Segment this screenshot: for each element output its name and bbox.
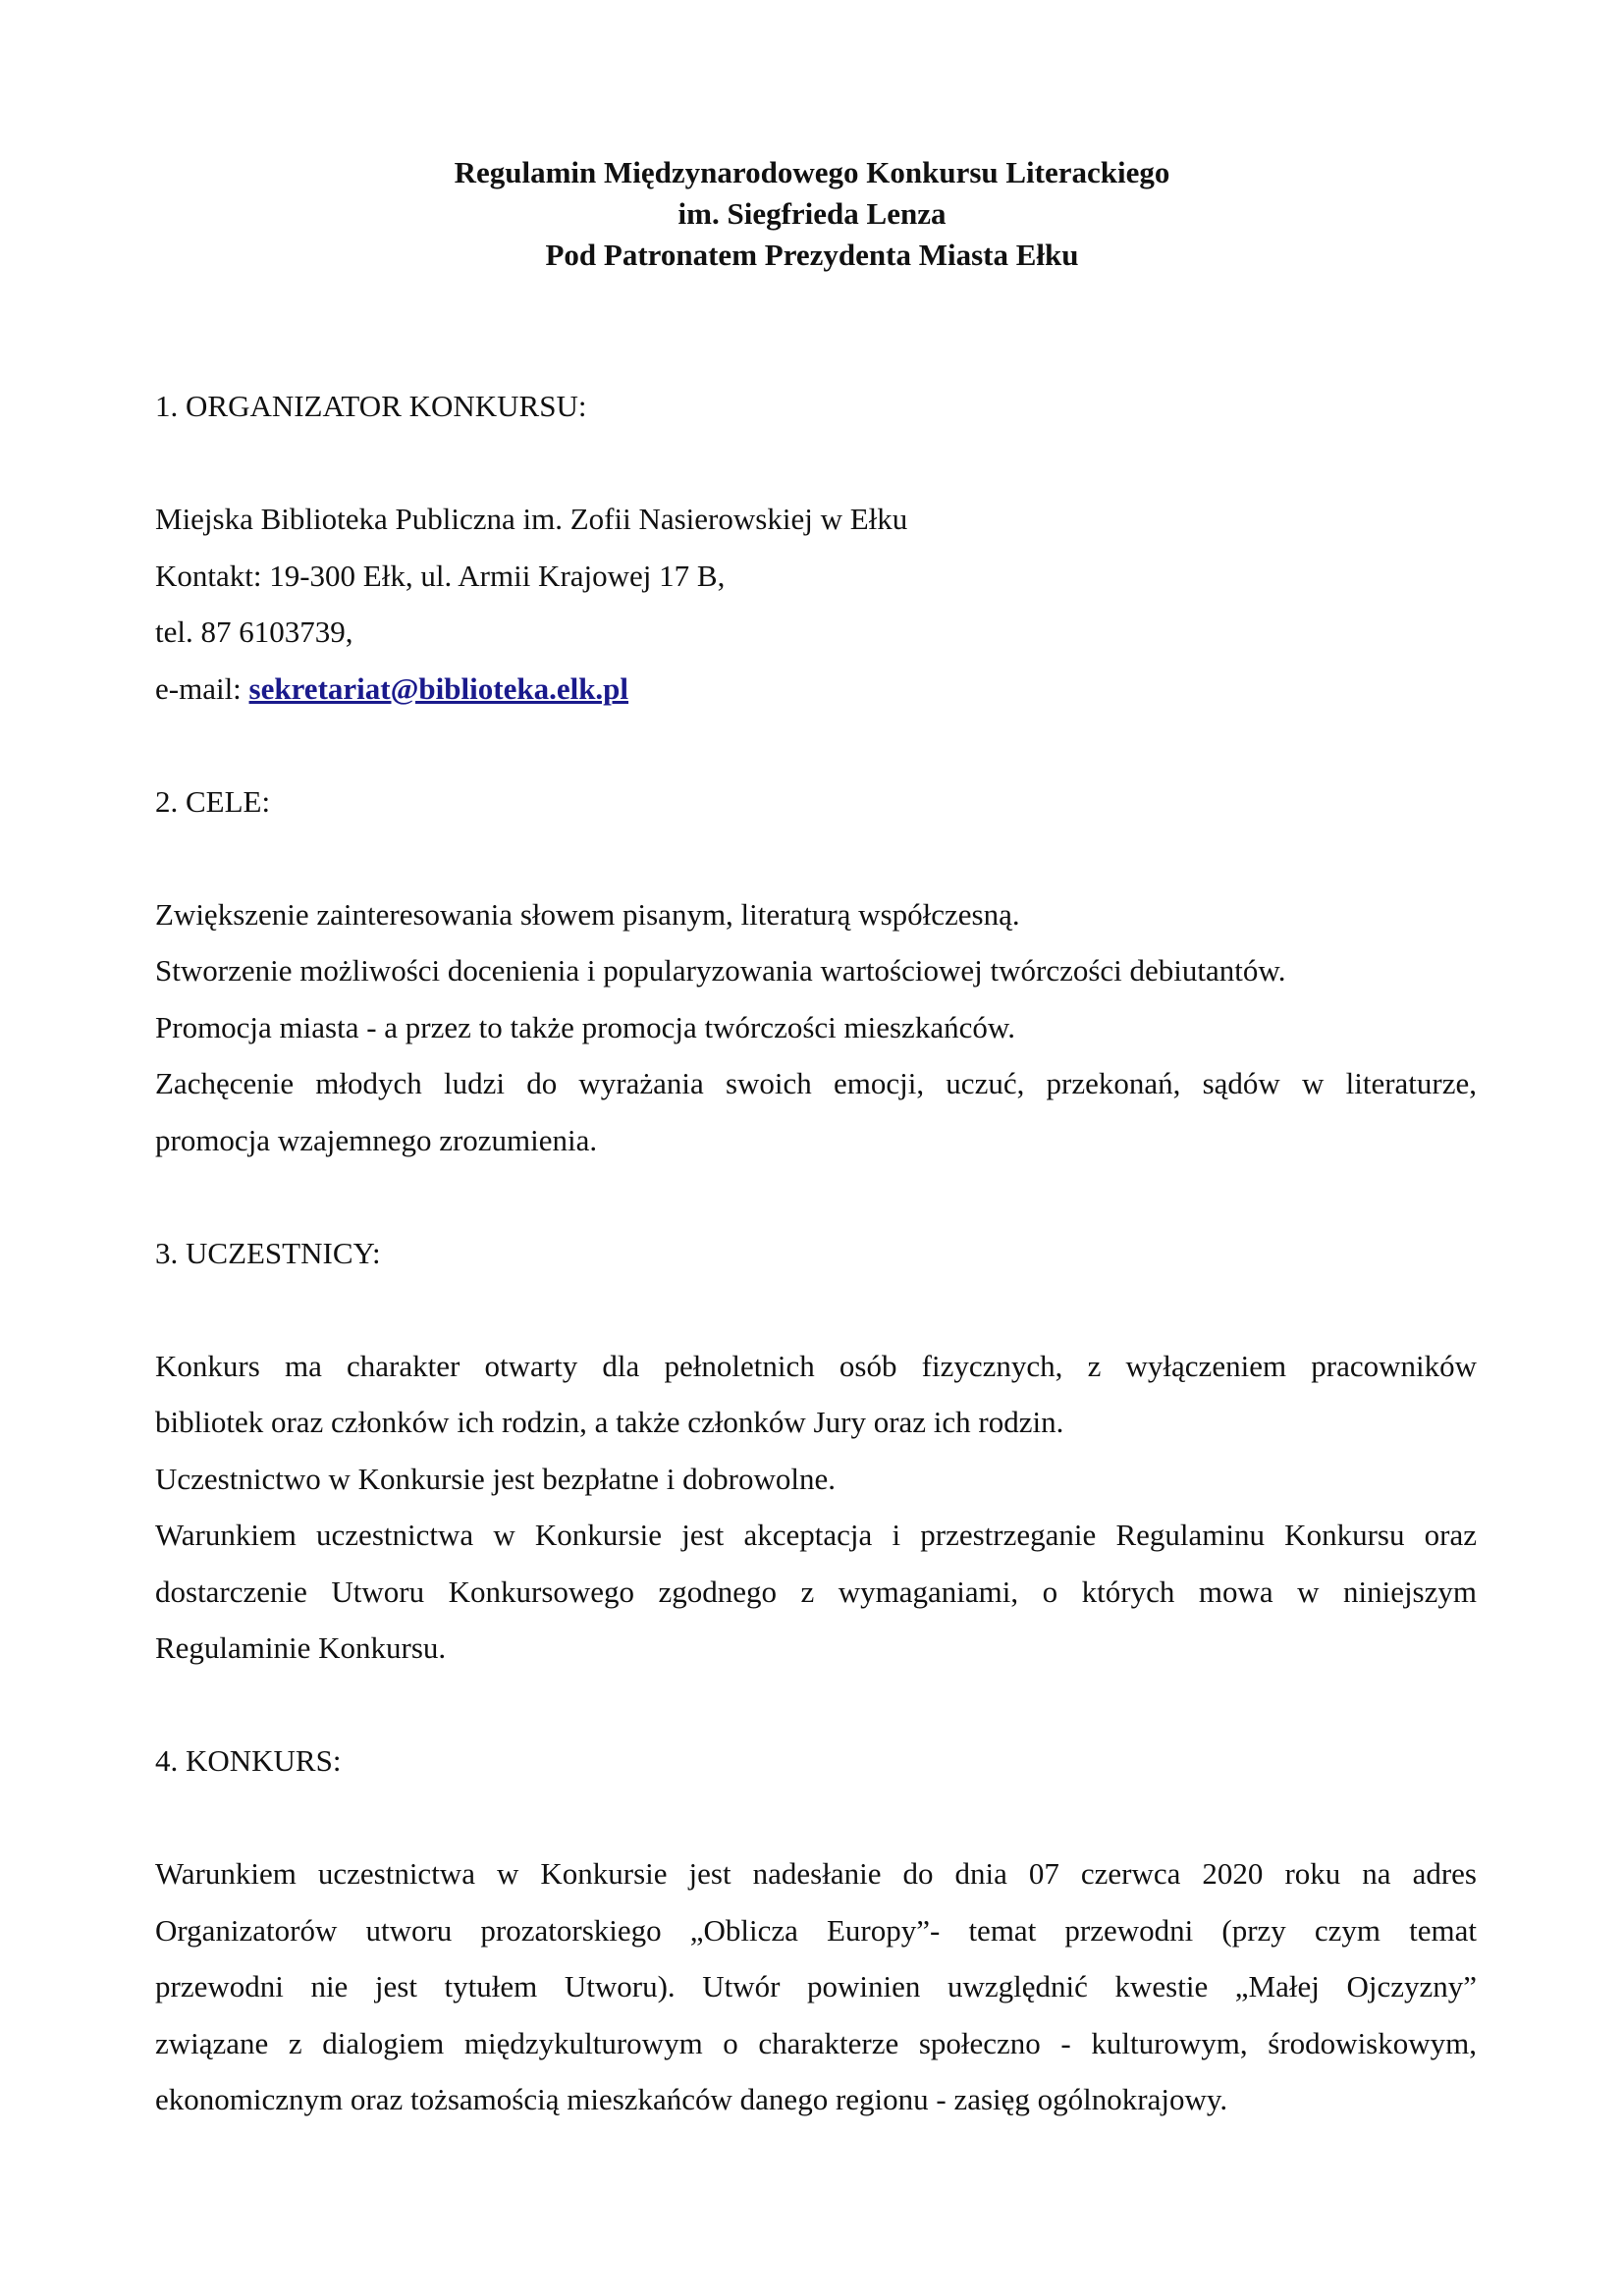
document-title [0, 152, 1624, 276]
participants-line: Uczestnictwo w Konkursie jest bezpłatne i dobrowolne. [155, 1461, 837, 1496]
email-label: e-mail: [155, 670, 249, 706]
section-heading-organizer: 1. ORGANIZATOR KONKURSU: [155, 389, 587, 423]
contest-line: przewodni nie jest tytułem Utworu). Utwór powinien uwzględnić kwestie „Małej Ojczyzny” [155, 1969, 1477, 2003]
goals-line: Promocja miasta - a przez to także promocja twórczości mieszkańców. [155, 1009, 1015, 1044]
organizer-name: Miejska Biblioteka Publiczna im. Zofii Nasierowskiej w Ełku [155, 502, 908, 536]
contest-line: Warunkiem uczestnictwa w Konkursie jest nadesłanie do dnia 07 czerwca 2020 roku na adres [155, 1856, 1477, 1891]
participants-line: Warunkiem uczestnictwa w Konkursie jest akceptacja i przestrzeganie Regulaminu Konkursu oraz [155, 1518, 1477, 1552]
title-line-1: Regulamin Międzynarodowego Konkursu Literackiego [454, 155, 1170, 189]
contest-line: związane z dialogiem międzykulturowym o charakterze społeczno - kulturowym, środowiskowym, [155, 2025, 1477, 2060]
document-body [155, 378, 1477, 2128]
title-line-2: im. Siegfrieda Lenza [677, 196, 947, 231]
goals-line: Stworzenie możliwości docenienia i popularyzowania wartościowej twórczości debiutantów. [155, 953, 1286, 988]
email-link[interactable]: sekretariat@biblioteka.elk.pl [248, 670, 629, 706]
goals-line: Zachęcenie młodych ludzi do wyrażania swoich emocji, uczuć, przekonań, sądów w literaturze, [155, 1066, 1477, 1100]
participants-line: Regulaminie Konkursu. [155, 1630, 447, 1665]
section-heading-contest: 4. KONKURS: [155, 1743, 342, 1778]
section-heading-goals: 2. CELE: [155, 783, 271, 819]
participants-line: dostarczenie Utworu Konkursowego zgodnego z wymaganiami, o których mowa w niniejszym [155, 1574, 1477, 1609]
title-line-3: Pod Patronatem Prezydenta Miasta Ełku [545, 238, 1079, 272]
section-goals [155, 774, 1477, 1169]
contest-line: ekonomicznym oraz tożsamością mieszkańców danego regionu - zasięg ogólnokrajowy. [155, 2082, 1228, 2116]
section-contest [155, 1733, 1477, 2128]
contest-line: Organizatorów utworu prozatorskiego „Oblicza Europy”- temat przewodni (przy czym temat [155, 1912, 1477, 1948]
goals-line: promocja wzajemnego zrozumienia. [155, 1122, 598, 1157]
organizer-email-line [155, 661, 1477, 718]
organizer-phone: tel. 87 6103739, [155, 614, 353, 649]
section-participants [155, 1225, 1477, 1677]
section-organizer [155, 378, 1477, 717]
participants-line: Konkurs ma charakter otwarty dla pełnoletnich osób fizycznych, z wyłączeniem pracowników [155, 1348, 1477, 1383]
organizer-contact: Kontakt: 19-300 Ełk, ul. Armii Krajowej 17 B, [155, 558, 726, 593]
section-heading-participants: 3. UCZESTNICY: [155, 1235, 381, 1270]
participants-line: bibliotek oraz członków ich rodzin, a także członków Jury oraz ich rodzin. [155, 1405, 1064, 1439]
goals-line: Zwiększenie zainteresowania słowem pisanym, literaturą współczesną. [155, 896, 1020, 932]
